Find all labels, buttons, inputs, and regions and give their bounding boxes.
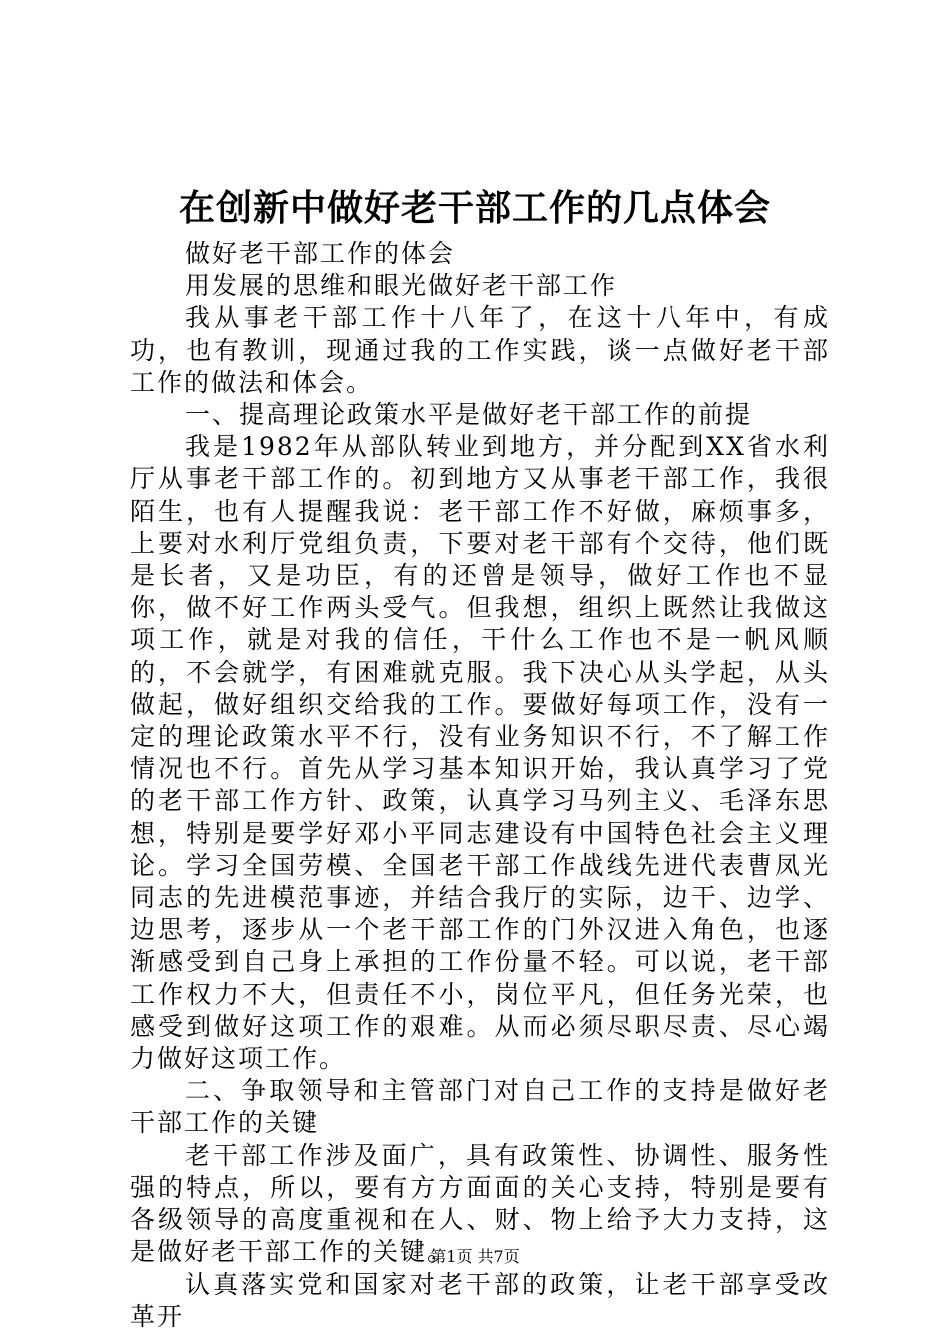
- paragraph: 我是1982年从部队转业到地方，并分配到XX省水利厅从事老干部工作的。初到地方又从事老干部工作，我很陌生，也有人提醒我说：老干部工作不好做，麻烦事多，上要对水利厅党组负责，下要对老干部有个交待，他们既是长者，又是功臣，有的还曾是领导，做好工作也不显你，做不好工作两头受气。但我想，组织上既然让我做这项工作，就是对我的信任，干什么工作也不是一帆风顺的，不会就学，有困难就克服。我下决心从头学起，从头做起，做好组织交给我的工作。要做好每项工作，没有一定的理论政策水平不行，没有业务知识不行，不了解工作情况也不行。首先从学习基本知识开始，我认真学习了党的老干部工作方针、政策，认真学习马列主义、毛泽东思想，特别是要学好邓小平同志建设有中国特色社会主义理论。学习全国劳模、全国老干部工作战线先进代表曹凤光同志的先进模范事迹，并结合我厅的实际，边干、边学、边思考，逐步从一个老干部工作的门外汉进入角色，也逐渐感受到自己身上承担的工作份量不轻。可以说，老干部工作权力不大，但责任不小，岗位平凡，但任务光荣，也感受到做好这项工作的艰难。从而必须尽职尽责、尽心竭力做好这项工作。: [130, 432, 830, 1074]
- paragraph: 用发展的思维和眼光做好老干部工作: [185, 271, 618, 301]
- section-heading: 一、提高理论政策水平是做好老干部工作的前提: [185, 400, 753, 430]
- paragraph: 做好老干部工作的体会: [185, 239, 456, 268]
- document-body: [130, 238, 830, 1333]
- page-footer: 第1页 共7页: [430, 1247, 520, 1266]
- section-heading: 二、争取领导和主管部门对自己工作的支持是做好老干部工作的关键: [130, 1076, 830, 1138]
- paragraph: 认真落实党和国家对老干部的政策，让老干部享受改革开: [130, 1269, 830, 1331]
- paragraph: 我从事老干部工作十八年了，在这十八年中，有成功，也有教训，现通过我的工作实践，谈一点做好老干部工作的做法和体会。: [130, 303, 830, 397]
- paragraph: 老干部工作涉及面广，具有政策性、协调性、服务性强的特点，所以，要有方方面面的关心支持，特别是要有各级领导的高度重视和在人、财、物上给予大力支持，这是做好老干部工作的关键。: [130, 1140, 830, 1267]
- document-title: 在创新中做好老干部工作的几点体会: [178, 187, 771, 229]
